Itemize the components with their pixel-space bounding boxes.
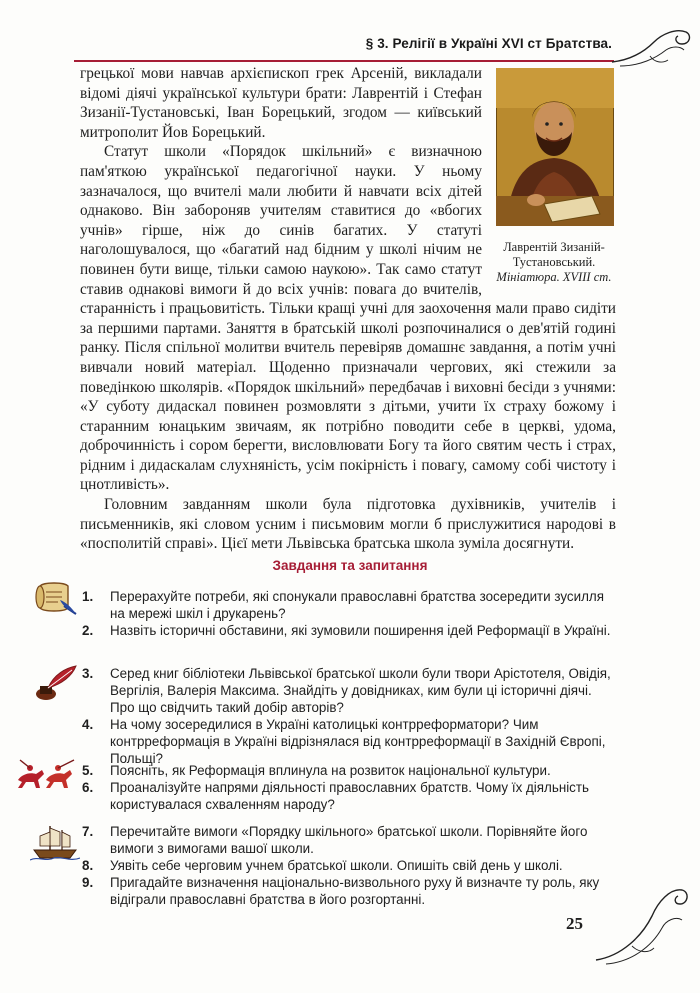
task-number: 7. — [82, 824, 94, 839]
page-number: 25 — [566, 914, 583, 933]
flourish-ornament-icon — [610, 22, 692, 72]
quill-icon — [32, 664, 78, 702]
task-item — [82, 762, 614, 779]
task-number: 2. — [82, 623, 94, 638]
task-item — [82, 622, 614, 639]
portrait-figure — [492, 68, 616, 285]
task-item — [82, 857, 614, 874]
task-number: 6. — [82, 780, 94, 795]
task-text: На чому зосередилися в Україні католицькі контрреформатори? Чим контрреформація в Україні відрізнялася від контрреформації в Західній Європі, Польщі? — [110, 717, 606, 766]
page-header-title: § 3. Релігії в Україні XVI ст Братства. — [365, 36, 612, 51]
paragraph-3: Головним завданням школи була підготовка духівників, учителів і письменників, які словом усним і письмовим могли б прислужитися народові в «посполитій справі». Цієї мети Львівська братська школа зуміла досягнути. — [80, 496, 616, 553]
ship-icon — [30, 822, 80, 862]
portrait-caption-name: Лаврентій Зизаній-Тустановський. — [503, 239, 605, 269]
tasks-section-title: Завдання та запитання — [272, 558, 428, 573]
task-text: Проаналізуйте напрями діяльності православних братств. Чому їх діяльність користувалася схваленням народу? — [110, 780, 589, 812]
task-text: Перечитайте вимоги «Порядку шкільного» братської школи. Порівняйте його вимоги з вимогами вашої школи. — [110, 824, 588, 856]
paragraph-1: грецької мови навчав архієпископ грек Арсеній, викладали відомі діячі української культури брати: Лаврентій і Стефан Зизанії-Тустановські, Іван Борецький, згодом — київський митрополит Йов Борецький. — [80, 65, 482, 141]
task-number: 9. — [82, 875, 94, 890]
task-text: Перерахуйте потреби, які спонукали православні братства зосередити зусилля на мережі шкіл і друкарень? — [110, 589, 604, 621]
task-item — [82, 874, 614, 908]
portrait-caption — [492, 240, 616, 285]
task-item — [82, 823, 614, 857]
task-number: 4. — [82, 717, 94, 732]
task-number: 5. — [82, 763, 94, 778]
horsemen-icon — [16, 758, 78, 792]
task-text: Назвіть історичні обставини, які зумовили поширення ідей Реформації в Україні. — [110, 623, 611, 638]
task-text: Серед книг бібліотеки Львівської братської школи були твори Арістотеля, Овідія, Вергілія, Валерія Максима. Знайдіть у довідниках, ким були ці історичні діячі. Про що свідчить такий добір авторів? — [110, 666, 611, 715]
task-item — [82, 779, 614, 813]
portrait-caption-note: Мініатюра. XVIII ст. — [496, 269, 612, 284]
task-text: Уявіть себе черговим учнем братської школи. Опишіть свій день у школі. — [110, 858, 563, 873]
task-item — [82, 665, 614, 716]
task-item — [82, 588, 614, 622]
scroll-icon — [34, 580, 78, 616]
task-text: Поясніть, як Реформація вплинула на розвиток національної культури. — [110, 763, 551, 778]
article-body — [80, 64, 616, 554]
task-text: Пригадайте визначення національно-визвольного руху й визначте ту роль, яку відіграли православні братства в його розгортанні. — [110, 875, 600, 907]
paragraph-2: Статут школи «Порядок шкільний» є визначною пам'яткою української педагогічної науки. У ньому зазначалося, що вчителі мали любити й навчати всіх дітей однаково. Він забороняв учителям ставитися до «вбогих учнів» гірше, ніж до синів багатих. У статуті наголошувалося, що «багатий над бідним у школі нічим не повинен бути вище, тільки самою наукою». Так само статут ставив однакові вимоги й до всіх учнів: повага до вчителів, старанність і працьовитість. Тільки кращі учні для заохочення мали право сидіти за першими партами. Заняття в братській школі розпочиналися о дев'ятій годині ранку. Після спільної молитви вчитель перевіряв домашнє завдання, а потім учні вивчали новий матеріал. Щоденно призначали чергових, які стежили за поведінкою школярів. «Порядок шкільний» передбачав і виховні бесіди з учнями: «У суботу дидаскал повинен розмовляти з дітьми, учити їх страху божому і старанним юнацьким звичаям, як потрібно поводити себе в церкві, удома, доброчинність і сором берегти, висловлювати Богу та його святим честь і страх, рідним і дидаскалам слухняність, усім покірність і повагу, самому собі чистоту і цнотливість». — [80, 143, 616, 494]
task-number: 1. — [82, 589, 94, 604]
header-divider — [74, 60, 614, 62]
flourish-bottom-icon — [592, 876, 692, 966]
task-number: 8. — [82, 858, 94, 873]
task-number: 3. — [82, 666, 94, 681]
task-item — [82, 716, 614, 767]
portrait-miniature-image — [496, 68, 614, 226]
